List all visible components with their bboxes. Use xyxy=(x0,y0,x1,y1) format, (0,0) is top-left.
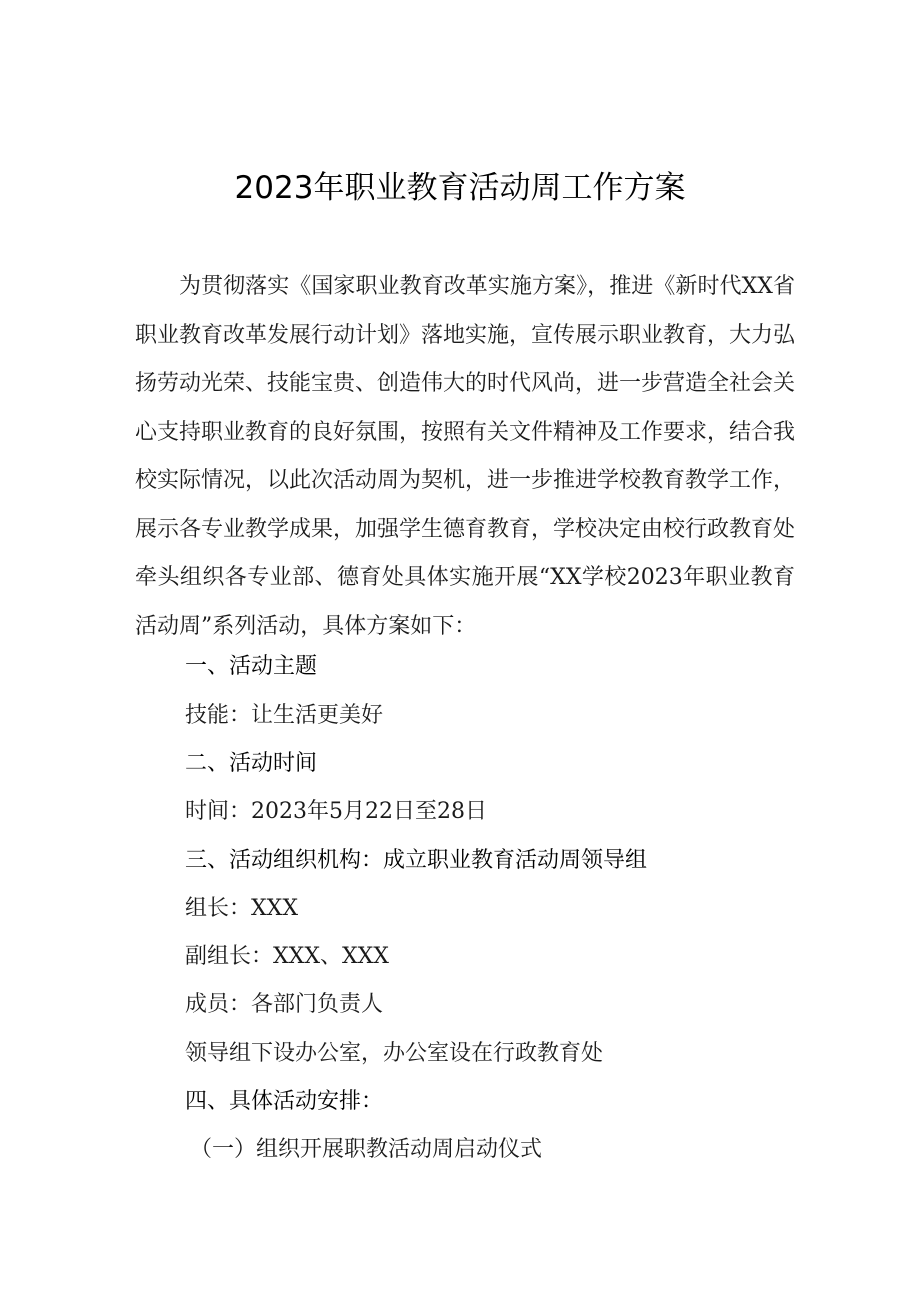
section-4-heading: 四、具体活动安排： xyxy=(185,1089,384,1114)
intro-paragraph: 为贯彻落实《国家职业教育改革实施方案》，推进《新时代XX省职业教育改革发展行动计划》落地实施，宣传展示职业教育，大力弘扬劳动光荣、技能宝贵、创造伟大的时代风尚，进一步营造全社会关心支持职业教育的良好氛围，按照有关文件精神及工作要求，结合我校实际情况，以此次活动周为契机，进一步推进学校教育教学工作，展示各专业教学成果，加强学生德育教育，学校决定由校行政教育处牵头组织各专业部、德育处具体实施开展“XX学校2023年职业教育活动周”系列活动，具体方案如下： xyxy=(135,274,796,639)
activity-time-text: 时间：2023年5月22日至28日 xyxy=(185,799,487,824)
group-leader-text: 组长：XXX xyxy=(185,896,298,921)
section-3-heading: 三、活动组织机构：成立职业教育活动周领导组 xyxy=(185,848,648,873)
activity-theme-text: 技能：让生活更美好 xyxy=(185,703,384,728)
subsection-1-heading: （一）组织开展职教活动周启动仪式 xyxy=(190,1137,543,1162)
section-1-heading: 一、活动主题 xyxy=(185,654,318,679)
section-2-heading: 二、活动时间 xyxy=(185,751,318,776)
members-text: 成员：各部门负责人 xyxy=(185,992,384,1017)
deputy-leader-text: 副组长：XXX、XXX xyxy=(185,944,389,969)
document-title: 2023年职业教育活动周工作方案 xyxy=(234,170,686,206)
office-text: 领导组下设办公室，办公室设在行政教育处 xyxy=(185,1041,604,1066)
